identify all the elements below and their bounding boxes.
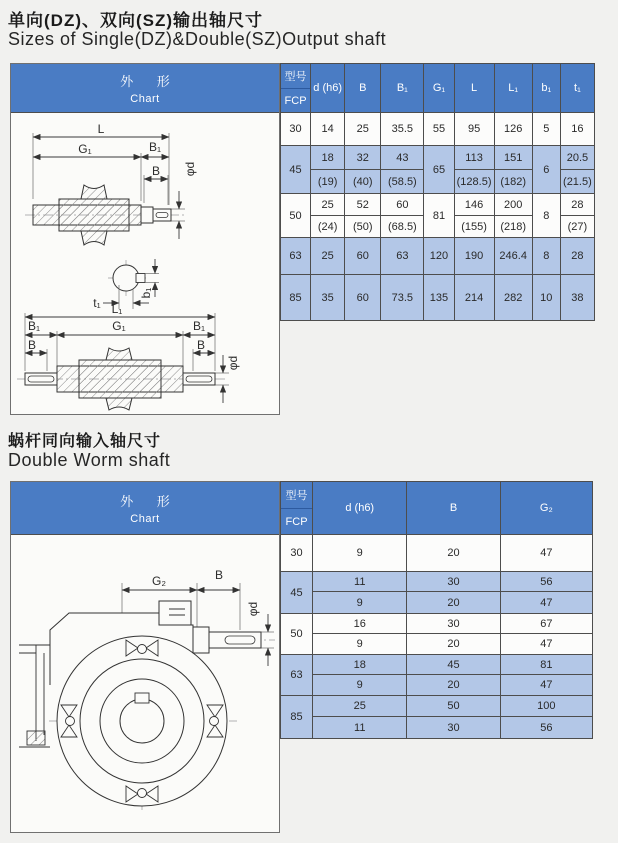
col-header-d: d (h6) xyxy=(313,482,407,535)
value-cell: 30 xyxy=(407,614,500,634)
value-cell: 18 xyxy=(311,146,345,170)
value-cell: 56 xyxy=(500,572,592,592)
value-cell: 9 xyxy=(313,634,407,655)
value-cell: 65 xyxy=(424,146,454,194)
value-cell: 20 xyxy=(407,675,500,696)
table-row xyxy=(281,146,595,170)
dim-label-t1: t₁ xyxy=(93,296,101,310)
value-cell: (27) xyxy=(560,216,594,238)
value-cell: (21.5) xyxy=(560,170,594,194)
gearbox-outline xyxy=(19,601,275,810)
dim-label-B1: B₁ xyxy=(148,140,162,154)
col-header-B: B xyxy=(407,482,500,535)
value-cell: 16 xyxy=(313,614,407,634)
table-row xyxy=(281,675,593,696)
value-cell: 81 xyxy=(424,194,454,238)
value-cell: 60 xyxy=(381,194,424,216)
model-header-en: FCP xyxy=(285,515,308,528)
model-cell: 45 xyxy=(281,146,311,194)
value-cell: (128.5) xyxy=(454,170,494,194)
value-cell: (58.5) xyxy=(381,170,424,194)
dim-label-B: B xyxy=(214,568,224,582)
value-cell: 47 xyxy=(500,675,592,696)
model-header-en: FCP xyxy=(284,94,307,107)
model-cell: 85 xyxy=(281,275,311,321)
value-cell: 73.5 xyxy=(381,275,424,321)
value-cell: 38 xyxy=(560,275,594,321)
value-cell: (40) xyxy=(345,170,381,194)
chart-header xyxy=(11,64,279,113)
value-cell: 14 xyxy=(311,113,345,146)
chart-header-zh: 外 形 xyxy=(120,494,180,509)
value-cell: 35.5 xyxy=(381,113,424,146)
col-header-B1: B₁ xyxy=(381,64,424,113)
col-header-L: L xyxy=(454,64,494,113)
section1-title-zh: 单向(DZ)、双向(SZ)输出轴尺寸 xyxy=(8,11,264,30)
dim-label-phid: φd xyxy=(183,161,197,177)
value-cell: 30 xyxy=(407,572,500,592)
header-row xyxy=(281,482,593,535)
value-cell: (24) xyxy=(311,216,345,238)
value-cell: 32 xyxy=(345,146,381,170)
value-cell: 47 xyxy=(500,634,592,655)
dim-label-phid-bottom: φd xyxy=(226,355,240,371)
output-shaft-table xyxy=(280,63,595,321)
col-header-d: d (h6) xyxy=(311,64,345,113)
col-header-G2: G₂ xyxy=(500,482,592,535)
value-cell: (218) xyxy=(494,216,532,238)
value-cell: 5 xyxy=(532,113,560,146)
value-cell: 113 xyxy=(454,146,494,170)
table-row xyxy=(281,696,593,717)
dim-label-B-right: B xyxy=(196,338,206,352)
value-cell: 20.5 xyxy=(560,146,594,170)
model-cell: 30 xyxy=(281,113,311,146)
output-shaft-chart-box xyxy=(10,63,280,415)
value-cell: 11 xyxy=(313,572,407,592)
value-cell: 25 xyxy=(311,238,345,275)
dim-label-phid: φd xyxy=(246,601,260,617)
table-row xyxy=(281,717,593,739)
model-cell: 30 xyxy=(281,535,313,572)
model-cell: 50 xyxy=(281,194,311,238)
header-row xyxy=(281,64,595,113)
dim-label-B: B xyxy=(151,164,161,178)
value-cell: 47 xyxy=(500,592,592,614)
output-shaft-drawing-area xyxy=(11,113,279,414)
value-cell: 81 xyxy=(500,655,592,675)
value-cell: 25 xyxy=(345,113,381,146)
value-cell: 63 xyxy=(381,238,424,275)
dim-label-G2: G₂ xyxy=(152,574,166,588)
value-cell: 28 xyxy=(560,238,594,275)
model-cell: 85 xyxy=(281,696,313,739)
value-cell: 25 xyxy=(313,696,407,717)
table-row xyxy=(281,113,595,146)
dim-label-b1: b₁ xyxy=(139,287,153,299)
value-cell: 35 xyxy=(311,275,345,321)
value-cell: 146 xyxy=(454,194,494,216)
value-cell: 9 xyxy=(313,535,407,572)
value-cell: 60 xyxy=(345,238,381,275)
value-cell: 20 xyxy=(407,535,500,572)
value-cell: 214 xyxy=(454,275,494,321)
table-row xyxy=(281,614,593,634)
value-cell: 28 xyxy=(560,194,594,216)
value-cell: 18 xyxy=(313,655,407,675)
value-cell: 126 xyxy=(494,113,532,146)
table-row xyxy=(281,238,595,275)
value-cell: 60 xyxy=(345,275,381,321)
value-cell: 282 xyxy=(494,275,532,321)
value-cell: 8 xyxy=(532,194,560,238)
value-cell: (50) xyxy=(345,216,381,238)
table-row xyxy=(281,572,593,592)
col-header-t1: t₁ xyxy=(560,64,594,113)
value-cell: 200 xyxy=(494,194,532,216)
model-cell: 50 xyxy=(281,614,313,655)
worm-gearbox-drawing xyxy=(11,535,279,832)
value-cell: 20 xyxy=(407,634,500,655)
section1-title-en: Sizes of Single(DZ)&Double(SZ)Output shaft xyxy=(8,29,387,49)
value-cell: 6 xyxy=(532,146,560,194)
dim-label-L1: L₁ xyxy=(111,302,123,316)
model-header xyxy=(281,64,311,113)
value-cell: 9 xyxy=(313,675,407,696)
value-cell: 9 xyxy=(313,592,407,614)
value-cell: 10 xyxy=(532,275,560,321)
value-cell: 30 xyxy=(407,717,500,739)
model-header-zh: 型号 xyxy=(281,64,310,89)
table-row xyxy=(281,275,595,321)
dim-label-B-left: B xyxy=(27,338,37,352)
value-cell: 20 xyxy=(407,592,500,614)
table-row xyxy=(281,592,593,614)
value-cell: 246.4 xyxy=(494,238,532,275)
value-cell: 25 xyxy=(311,194,345,216)
dim-label-B1-right: B₁ xyxy=(192,319,206,333)
section2-title-en: Double Worm shaft xyxy=(8,450,171,470)
value-cell: 47 xyxy=(500,535,592,572)
col-header-B: B xyxy=(345,64,381,113)
value-cell: 95 xyxy=(454,113,494,146)
value-cell: 135 xyxy=(424,275,454,321)
table-row xyxy=(281,655,593,675)
single-shaft-outline xyxy=(25,185,187,245)
worm-shaft-chart-box xyxy=(10,481,280,833)
model-cell: 45 xyxy=(281,572,313,614)
section2-title-zh: 蜗杆同向输入轴尺寸 xyxy=(8,433,162,450)
worm-gearbox-drawing-area xyxy=(11,535,279,832)
value-cell: 8 xyxy=(532,238,560,275)
dim-label-B1-left: B₁ xyxy=(27,319,41,333)
value-cell: 190 xyxy=(454,238,494,275)
value-cell: (19) xyxy=(311,170,345,194)
col-header-L1: L₁ xyxy=(494,64,532,113)
worm-shaft-table xyxy=(280,481,593,739)
worm-table-body xyxy=(281,535,593,739)
double-shaft-outline xyxy=(17,348,227,410)
chart-header xyxy=(11,482,279,535)
value-cell: (182) xyxy=(494,170,532,194)
value-cell: 45 xyxy=(407,655,500,675)
value-cell: 55 xyxy=(424,113,454,146)
chart-header-en: Chart xyxy=(130,513,160,525)
col-header-G1: G₁ xyxy=(424,64,454,113)
value-cell: 67 xyxy=(500,614,592,634)
output-table-body xyxy=(281,113,595,321)
table-row xyxy=(281,535,593,572)
dim-label-L: L xyxy=(97,122,105,136)
value-cell: 50 xyxy=(407,696,500,717)
value-cell: 56 xyxy=(500,717,592,739)
chart-header-zh: 外 形 xyxy=(120,74,180,89)
dim-label-G1-bottom: G₁ xyxy=(112,319,126,333)
model-cell: 63 xyxy=(281,238,311,275)
value-cell: 151 xyxy=(494,146,532,170)
model-header xyxy=(281,482,313,535)
table-row xyxy=(281,194,595,216)
value-cell: 11 xyxy=(313,717,407,739)
value-cell: 16 xyxy=(560,113,594,146)
value-cell: 43 xyxy=(381,146,424,170)
value-cell: 120 xyxy=(424,238,454,275)
col-header-b1: b₁ xyxy=(532,64,560,113)
value-cell: 52 xyxy=(345,194,381,216)
value-cell: (68.5) xyxy=(381,216,424,238)
table-row xyxy=(281,634,593,655)
dim-label-G1: G₁ xyxy=(78,142,92,156)
chart-header-en: Chart xyxy=(130,93,160,105)
value-cell: 100 xyxy=(500,696,592,717)
output-shaft-drawing xyxy=(11,113,279,414)
model-cell: 63 xyxy=(281,655,313,696)
value-cell: (155) xyxy=(454,216,494,238)
model-header-zh: 型号 xyxy=(281,482,312,509)
